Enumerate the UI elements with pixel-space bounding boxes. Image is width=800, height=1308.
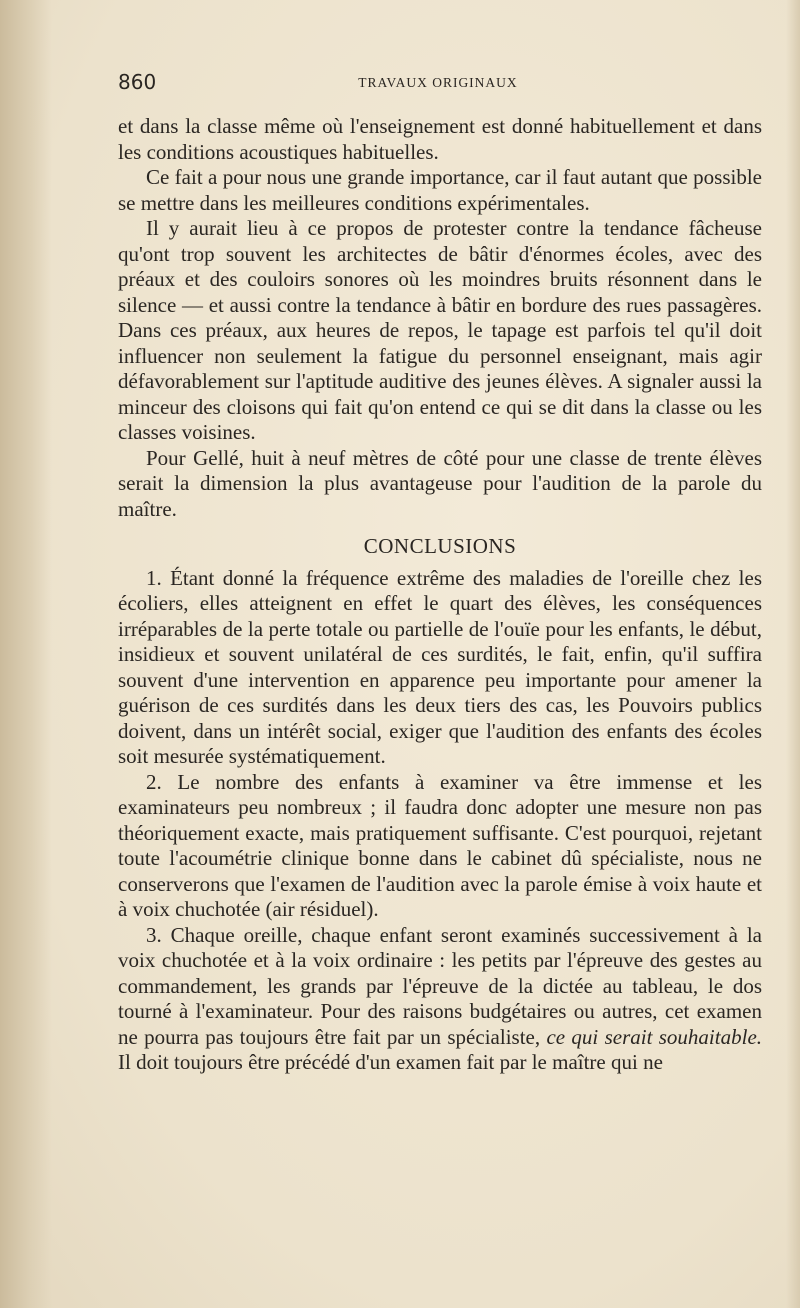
section-title: CONCLUSIONS (363, 534, 517, 558)
paragraph: Pour Gellé, huit à neuf mètres de côté pour une classe de trente élèves serait la dimension la plus avantageuse pour l'audition de la parole du maître. (118, 445, 762, 521)
running-head: TRAVAUX ORIGINAUX (358, 75, 518, 90)
body-text (118, 114, 762, 1076)
conclusion-item: 2. Le nombre des enfants à examiner va être immense et les examinateurs peu nombreux ; il faudra donc adopter une mesure non pas théoriquement exacte, mais pratiquement suffisante. C'est pourquoi, rejetant toute l'acoumétrie clinique bonne dans le cabinet dû spécialiste, nous ne conserverons que l'examen de l'audition avec la parole émise à voix haute et à voix chuchotée (air résiduel). (118, 769, 762, 921)
italic-phrase: ce qui serait souhaitable. (546, 1024, 763, 1049)
conclusion-item (118, 923, 762, 1076)
paragraph: Il y aurait lieu à ce propos de protester contre la tendance fâcheuse qu'ont trop souvent les architectes de bâtir d'énormes écoles, avec des préaux et des couloirs sonores où les moindres bruits résonnent dans le silence — et aussi contre la tendance à bâtir en bordure des rues passagères. Dans ces préaux, aux heures de repos, le tapage est parfois tel qu'il doit influencer non seulement la fatigue du personnel enseignant, mais agir défavorablement sur l'aptitude auditive des jeunes élèves. A signaler aussi la minceur des cloisons qui fait qu'on entend ce qui se dit dans la classe ou les classes voisines. (118, 216, 762, 444)
page-edge-right (786, 0, 800, 1308)
conclusion-item: 1. Étant donné la fréquence extrême des maladies de l'oreille chez les écoliers, elles atteignent en effet le quart des élèves, les conséquences irréparables de la perte totale ou partielle de l'ouïe pour les enfants, le début, insidieux et souvent unilatéral de ces surdités, le fait, enfin, qu'il suffira souvent d'une intervention en apparence peu importante pour amener la guérison de ces surdités dans les deux tiers des cas, les Pouvoirs publics doivent, dans un intérêt social, exiger que l'audition des enfants des écoles soit mesurée systématiquement. (118, 565, 762, 768)
paragraph: et dans la classe même où l'enseignement est donné habituellement et dans les conditions acoustiques habituelles. (118, 114, 762, 164)
page-edge-shadow (0, 0, 52, 1308)
paragraph: Ce fait a pour nous une grande importance, car il faut autant que possible se mettre dans les meilleures conditions expérimentales. (118, 165, 762, 215)
page-number: 860 (118, 70, 157, 94)
conclusion-text-end: Il doit toujours être précédé d'un examen fait par le maître qui ne (118, 1050, 663, 1074)
page-header (118, 70, 758, 98)
conclusion-text: 3. Chaque oreille, chaque enfant seront examinés successivement à la voix chuchotée et à la voix ordinaire : les petits par l'épreuve des gestes au commandement, les grands par l'épreuve de la dictée au tableau, le dos tourné à l'examinateur. Pour des raisons budgétaires ou autres, cet examen ne pourra pas toujours être fait par un spécialiste, (118, 922, 762, 1049)
